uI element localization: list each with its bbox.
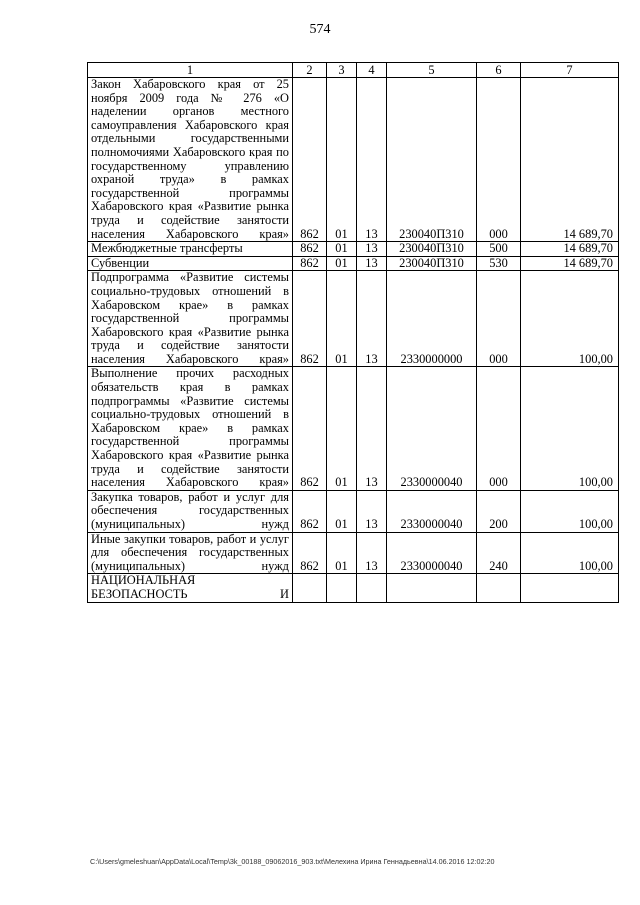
cell-col-5: 230040П310 <box>387 256 477 271</box>
cell-col-7: 14 689,70 <box>521 78 619 242</box>
cell-col-5: 2330000000 <box>387 271 477 367</box>
table-row <box>88 490 619 532</box>
column-header: 3 <box>327 63 357 78</box>
table-row <box>88 242 619 257</box>
cell-col-3: 01 <box>327 256 357 271</box>
cell-col-7: 100,00 <box>521 490 619 532</box>
cell-col-7: 100,00 <box>521 271 619 367</box>
table-row <box>88 532 619 574</box>
cell-col-3: 01 <box>327 532 357 574</box>
cell-col-7: 100,00 <box>521 367 619 490</box>
cell-col-5: 2330000040 <box>387 367 477 490</box>
cell-col-2: 862 <box>293 256 327 271</box>
row-name: Субвенции <box>88 256 293 271</box>
table-row <box>88 574 619 602</box>
cell-col-4: 13 <box>357 367 387 490</box>
table-row <box>88 367 619 490</box>
column-header: 4 <box>357 63 387 78</box>
file-path-footer: C:\Users\gmeleshuan\AppData\Local\Temp\3k_00188_09062016_903.txt\Мелехина Ирина Геннадьевна\14.06.2016 12:02:20 <box>90 857 495 866</box>
row-name: Межбюджетные трансферты <box>88 242 293 257</box>
table-row <box>88 78 619 242</box>
column-header: 2 <box>293 63 327 78</box>
cell-col-3 <box>327 574 357 602</box>
cell-col-7: 14 689,70 <box>521 242 619 257</box>
column-header: 5 <box>387 63 477 78</box>
cell-col-6: 200 <box>477 490 521 532</box>
row-name: Выполнение прочих расходных обязательств края в рамках подпрограммы «Развитие системы социально-трудовых отношений в Хабаровском крае» в рамках государственной программы Хабаровского края «Развитие рынка труда и содействие занятости населения Хабаровского края» <box>88 367 293 490</box>
cell-col-4: 13 <box>357 256 387 271</box>
table-row <box>88 256 619 271</box>
cell-col-4: 13 <box>357 242 387 257</box>
cell-col-4: 13 <box>357 532 387 574</box>
budget-table <box>87 62 619 603</box>
table-header-row <box>88 63 619 78</box>
row-name: Закупка товаров, работ и услуг для обеспечения государственных (муниципальных) нужд <box>88 490 293 532</box>
cell-col-3: 01 <box>327 78 357 242</box>
cell-col-3: 01 <box>327 367 357 490</box>
cell-col-5: 230040П310 <box>387 242 477 257</box>
row-name: НАЦИОНАЛЬНАЯ БЕЗОПАСНОСТЬ И <box>88 574 293 602</box>
row-name: Иные закупки товаров, работ и услуг для обеспечения государственных (муниципальных) нужд <box>88 532 293 574</box>
cell-col-2: 862 <box>293 78 327 242</box>
page-number: 574 <box>309 22 331 37</box>
cell-col-7 <box>521 574 619 602</box>
cell-col-5 <box>387 574 477 602</box>
cell-col-7: 14 689,70 <box>521 256 619 271</box>
cell-col-7: 100,00 <box>521 532 619 574</box>
cell-col-6: 500 <box>477 242 521 257</box>
column-header: 6 <box>477 63 521 78</box>
cell-col-3: 01 <box>327 271 357 367</box>
cell-col-4 <box>357 574 387 602</box>
cell-col-4: 13 <box>357 78 387 242</box>
cell-col-5: 2330000040 <box>387 532 477 574</box>
cell-col-2: 862 <box>293 367 327 490</box>
cell-col-6: 530 <box>477 256 521 271</box>
cell-col-2: 862 <box>293 532 327 574</box>
cell-col-4: 13 <box>357 271 387 367</box>
cell-col-6: 000 <box>477 367 521 490</box>
cell-col-2 <box>293 574 327 602</box>
row-name: Закон Хабаровского края от 25 ноября 2009 года № 276 «О наделении органов местного самоуправления Хабаровского края отдельными государственными полномочиями Хабаровского края по государственному управлению охраной труда» в рамках государственной программы Хабаровского края «Развитие рынка труда и содействие занятости населения Хабаровского края» <box>88 78 293 242</box>
cell-col-3: 01 <box>327 242 357 257</box>
cell-col-4: 13 <box>357 490 387 532</box>
cell-col-2: 862 <box>293 271 327 367</box>
cell-col-6: 240 <box>477 532 521 574</box>
cell-col-2: 862 <box>293 242 327 257</box>
cell-col-5: 230040П310 <box>387 78 477 242</box>
cell-col-6: 000 <box>477 271 521 367</box>
cell-col-2: 862 <box>293 490 327 532</box>
table-row <box>88 271 619 367</box>
cell-col-6 <box>477 574 521 602</box>
cell-col-5: 2330000040 <box>387 490 477 532</box>
cell-col-3: 01 <box>327 490 357 532</box>
cell-col-6: 000 <box>477 78 521 242</box>
row-name: Подпрограмма «Развитие системы социально-трудовых отношений в Хабаровском крае» в рамках государственной программы Хабаровского края «Развитие рынка труда и содействие занятости населения Хабаровского края» <box>88 271 293 367</box>
column-header: 7 <box>521 63 619 78</box>
column-header: 1 <box>88 63 293 78</box>
